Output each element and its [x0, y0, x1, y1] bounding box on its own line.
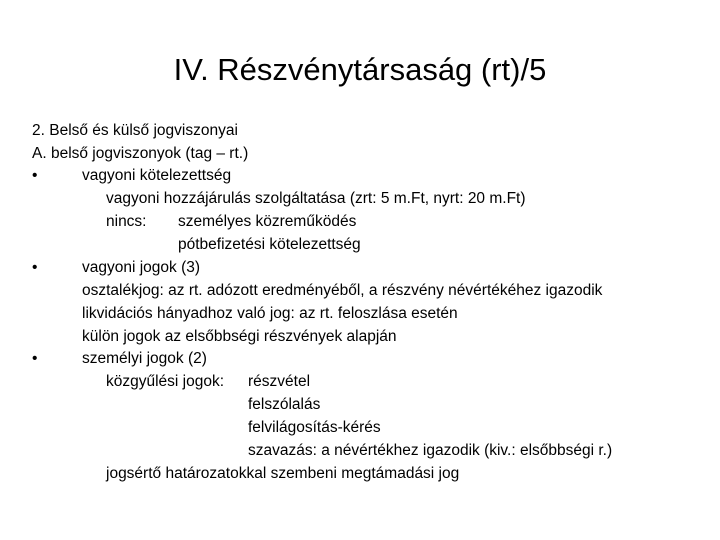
list-item-vagyoni-kotelezettseg: vagyoni kötelezettség [82, 167, 232, 184]
list-subitem: szavazás: a névértékhez igazodik (kiv.: elsőbbségi r.) [248, 442, 613, 459]
list-subitem: részvétel [248, 373, 311, 390]
list-subitem: felvilágosítás-kérés [248, 419, 381, 436]
bullet-marker: • [32, 350, 38, 367]
list-item-vagyoni-jogok: vagyoni jogok (3) [82, 259, 201, 276]
section-heading: 2. Belső és külső jogviszonyai [32, 122, 238, 139]
list-subitem-label: közgyűlési jogok: [106, 373, 225, 390]
list-subitem-label: nincs: [106, 213, 147, 230]
bullet-marker: • [32, 167, 38, 184]
list-subitem: osztalékjog: az rt. adózott eredményéből, a részvény névértékéhez igazodik [82, 282, 603, 299]
list-subitem: vagyoni hozzájárulás szolgáltatása (zrt: 5 m.Ft, nyrt: 20 m.Ft) [106, 190, 526, 207]
subsection-heading: A. belső jogviszonyok (tag – rt.) [32, 145, 249, 162]
list-item-szemelyi-jogok: személyi jogok (2) [82, 350, 207, 367]
list-subitem: likvidációs hányadhoz való jog: az rt. feloszlása esetén [82, 305, 458, 322]
list-subitem: külön jogok az elsőbbségi részvények alapján [82, 328, 397, 345]
list-subitem: jogsértő határozatokkal szembeni megtámadási jog [106, 465, 460, 482]
list-subitem: pótbefizetési kötelezettség [178, 236, 361, 253]
slide-title: IV. Részvénytársaság (rt)/5 [173, 52, 547, 87]
bullet-marker: • [32, 259, 38, 276]
list-subitem: személyes közreműködés [178, 213, 357, 230]
list-subitem: felszólalás [248, 396, 321, 413]
